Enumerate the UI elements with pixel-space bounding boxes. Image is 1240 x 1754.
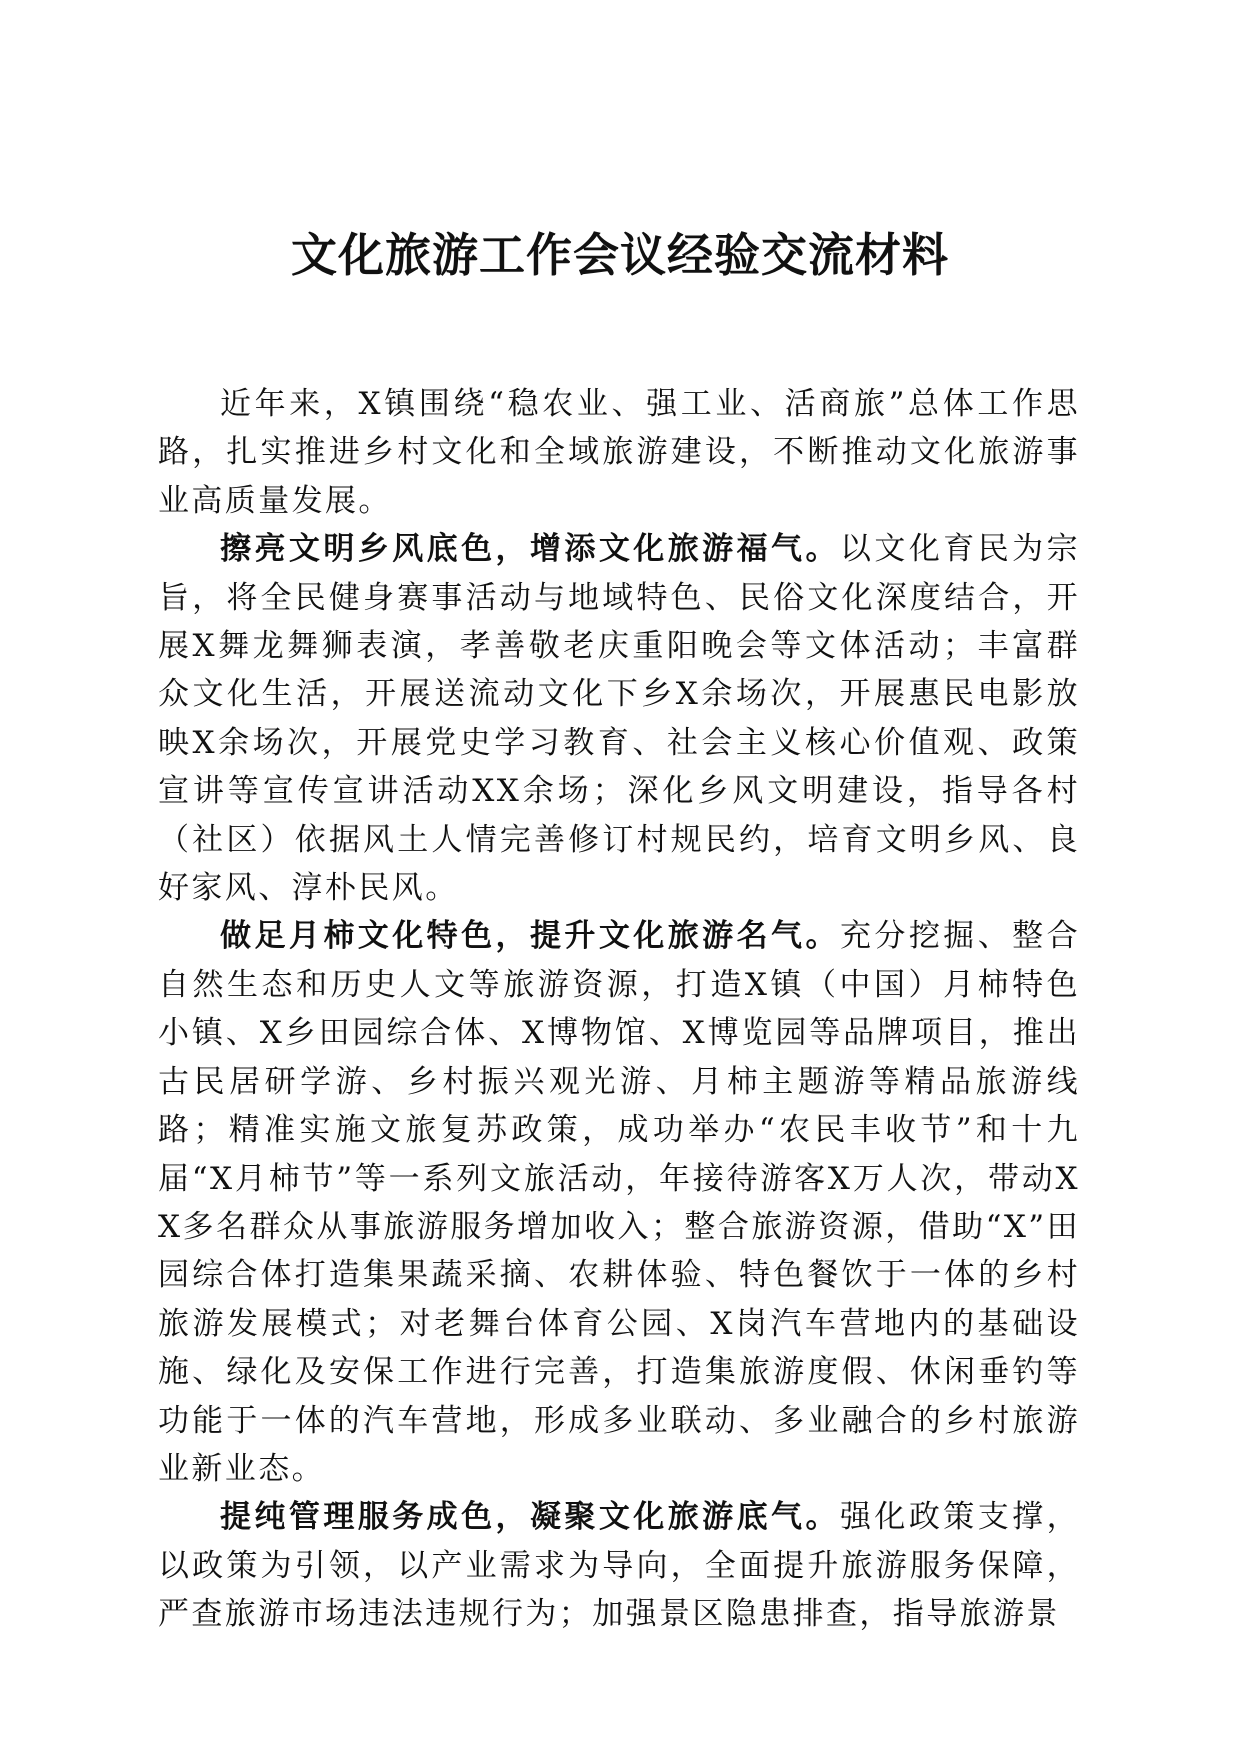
paragraph-lead: 提纯管理服务成色，凝聚文化旅游底气。 [220, 1499, 840, 1536]
paragraph-persimmon-culture [158, 912, 1080, 1493]
paragraph-lead: 擦亮文明乡风底色，增添文化旅游福气。 [220, 531, 840, 568]
paragraph-text: 以文化育民为宗旨，将全民健身赛事活动与地域特色、民俗文化深度结合，开展X舞龙舞狮表演，孝善敬老庆重阳晚会等文体活动；丰富群众文化生活，开展送流动文化下乡X余场次，开展惠民电影放映X余场次，开展党史学习教育、社会主义核心价值观、政策宣讲等宣传宣讲活动XX余场；深化乡风文明建设，指导各村（社区）依据风土人情完善修订村规民约，培育文明乡风、良好家风、淳朴民风。 [158, 531, 1080, 907]
document-body [158, 380, 1080, 1639]
paragraph-text: 强化政策支撑，以政策为引领，以产业需求为导向，全面提升旅游服务保障，严查旅游市场违法违规行为；加强景区隐患排查，指导旅游景 [158, 1499, 1080, 1633]
paragraph-management-service [158, 1493, 1080, 1638]
document-title: 文化旅游工作会议经验交流材料 [291, 228, 949, 282]
paragraph-text: 充分挖掘、整合自然生态和历史人文等旅游资源，打造X镇（中国）月柿特色小镇、X乡田园综合体、X博物馆、X博览园等品牌项目，推出古民居研学游、乡村振兴观光游、月柿主题游等精品旅游线路；精准实施文旅复苏政策，成功举办“农民丰收节”和十九届“X月柿节”等一系列文旅活动，年接待游客X万人次，带动XX多名群众从事旅游服务增加收入；整合旅游资源，借助“X”田园综合体打造集果蔬采摘、农耕体验、特色餐饮于一体的乡村旅游发展模式；对老舞台体育公园、X岗汽车营地内的基础设施、绿化及安保工作进行完善，打造集旅游度假、休闲垂钓等功能于一体的汽车营地，形成多业联动、多业融合的乡村旅游业新业态。 [158, 918, 1080, 1487]
paragraph-intro [158, 380, 1080, 525]
paragraph-text: 近年来，X镇围绕“稳农业、强工业、活商旅”总体工作思路，扎实推进乡村文化和全域旅游建设，不断推动文化旅游事业高质量发展。 [158, 386, 1080, 519]
paragraph-lead: 做足月柿文化特色，提升文化旅游名气。 [220, 918, 840, 955]
paragraph-civilization [158, 525, 1080, 912]
